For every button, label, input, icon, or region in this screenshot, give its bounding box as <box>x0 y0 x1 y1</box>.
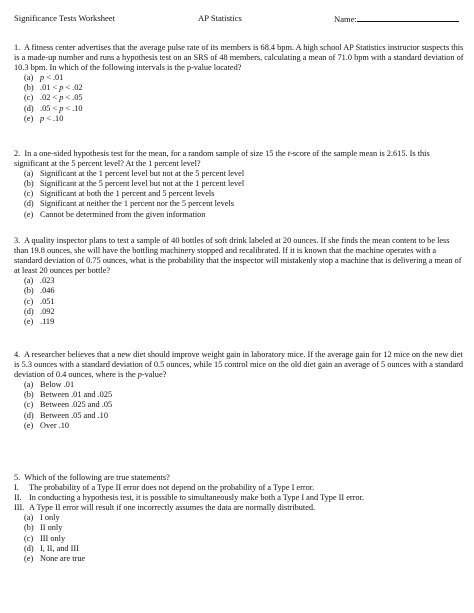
answer-option: (e) Over .10 <box>24 420 70 430</box>
answer-option: (a) p < .01 <box>24 73 64 83</box>
answer-option: (d) I, II, and III <box>24 543 79 553</box>
answer-option: (b) .046 <box>24 286 55 296</box>
question-number: 2. <box>14 149 21 158</box>
question-text: A fitness center advertises that the average pulse rate of its members is 68.4 bpm. A high school AP Statistics instructor suspects this is a made-up number and runs a hypothesis test on an SRS of 48 members, calculating a mean of 71.0 bpm with a standard deviation of 10.3 bpm. In which of the following intervals is the p-value located? <box>14 43 464 73</box>
question-3-stem <box>14 236 464 276</box>
question-4-stem: 4. A researcher believes that a new diet should improve weight gain in laboratory mice. If the average gain for 12 mice on the new diet is 5.3 ounces with a standard deviation of 0.5 ounces, while 15 control mice on the old diet gain an average of 5 ounces with a standard deviation of 0.4 ounces, where is the p-value? <box>14 350 464 380</box>
question-1 <box>14 43 464 124</box>
answer-options <box>14 513 464 563</box>
answer-options <box>14 380 464 430</box>
answer-option: (c) Between .025 and .05 <box>24 400 113 410</box>
statement-item: III. A Type II error will result if one incorrectly assumes the data are normally distributed. <box>14 503 316 513</box>
answer-option: (e) Cannot be determined from the given information <box>24 209 206 219</box>
answer-option: (b) Between .01 and .025 <box>24 390 113 400</box>
statement-item: II. In conducting a hypothesis test, it is possible to simultaneously make both a Type I and Type II error. <box>14 493 364 503</box>
statement-item: I. The probability of a Type II error does not depend on the probability of a Type I error. <box>14 483 315 493</box>
question-1-stem <box>14 43 464 73</box>
answer-option: (e) .119 <box>24 316 55 326</box>
question-2 <box>14 149 464 220</box>
name-field <box>334 13 459 24</box>
worksheet-title: Significance Tests Worksheet <box>14 13 116 23</box>
question-5 <box>14 473 464 564</box>
question-text: A quality inspector plans to test a sample of 40 bottles of soft drink labeled at 20 ounces. If she finds the mean content to be less than 19.8 ounces, she will have the bottling machinery stopped and recalibrated. If it is known that the machine operates with a standard deviation of 0.75 ounces, what is the probability that the inspector will mistakenly stop a machine that is delivering a mean of at least 20 ounces per bottle? <box>14 236 462 276</box>
answer-option: (c) Significant at both the 1 percent and 5 percent levels <box>24 189 215 199</box>
answer-option: (c) .02 < p < .05 <box>24 93 83 103</box>
answer-option: (c) .051 <box>24 296 55 306</box>
statement-list <box>14 483 464 513</box>
worksheet-header <box>14 13 460 25</box>
answer-option: (d) .092 <box>24 306 55 316</box>
question-5-stem <box>14 473 464 483</box>
question-number: 1. <box>14 43 21 52</box>
answer-option: (d) Between .05 and .10 <box>24 410 108 420</box>
answer-option: (a) I only <box>24 513 60 523</box>
question-3 <box>14 236 464 327</box>
answer-option: (e) p < .10 <box>24 113 64 123</box>
answer-option: (d) .05 < p < .10 <box>24 103 83 113</box>
name-blank-line <box>357 13 459 22</box>
question-text: Which of the following are true statements? <box>24 473 170 482</box>
answer-option: (a) .023 <box>24 276 55 286</box>
answer-option: (b) .01 < p < .02 <box>24 83 83 93</box>
answer-options <box>14 73 464 123</box>
question-2-stem: 2. In a one-sided hypothesis test for the mean, for a random sample of size 15 the t-score of the sample mean is 2.615. Is this significant at the 5 percent level? At the 1 percent level? <box>14 149 430 169</box>
answer-option: (e) None are true <box>24 553 86 563</box>
answer-options <box>14 276 464 326</box>
answer-option: (a) Significant at the 1 percent level but not at the 5 percent level <box>24 169 245 179</box>
answer-options <box>14 169 464 219</box>
answer-option: (c) III only <box>24 533 66 543</box>
answer-option: (b) Significant at the 5 percent level but not at the 1 percent level <box>24 179 245 189</box>
question-4 <box>14 350 464 431</box>
name-label: Name: <box>334 14 357 24</box>
answer-option: (a) Below .01 <box>24 380 75 390</box>
question-number: 4. <box>14 350 21 359</box>
question-number: 5. <box>14 473 21 482</box>
question-number: 3. <box>14 236 21 245</box>
answer-option: (b) II only <box>24 523 63 533</box>
course-name: AP Statistics <box>198 13 242 23</box>
answer-option: (d) Significant at neither the 1 percent nor the 5 percent levels <box>24 199 234 209</box>
